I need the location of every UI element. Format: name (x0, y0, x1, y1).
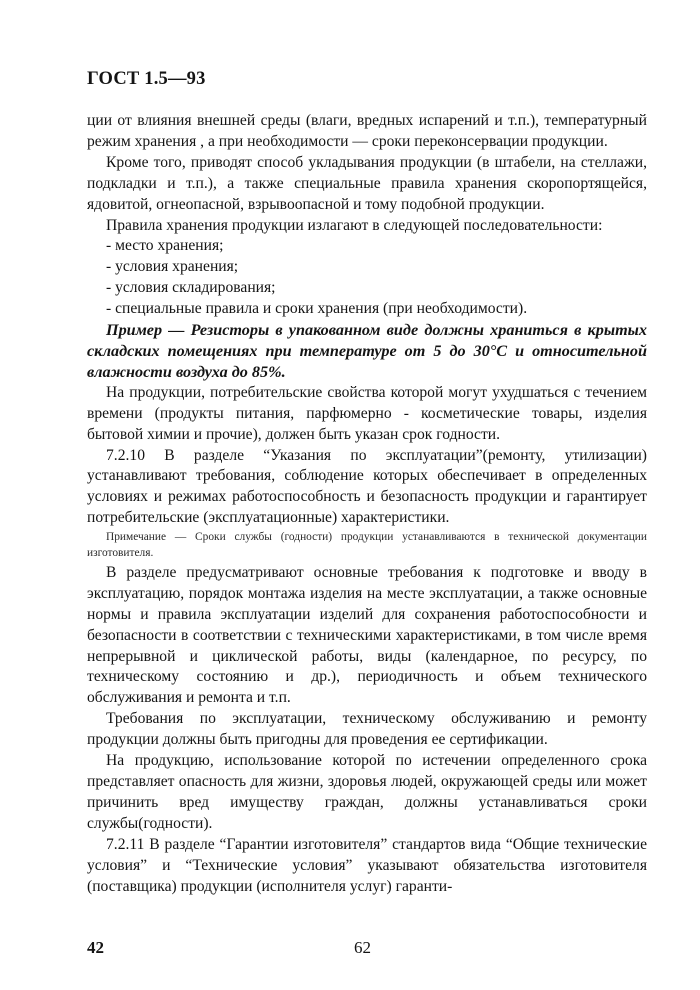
paragraph-stacking-method: Кроме того, приводят способ укладывания продукции (в штабели, на стеллажи, подкладки и т.п.), а также специальные правила хранения скоропортящейся, ядовитой, огнеопасной, взрывоопасной и тому подобной продукции. (87, 153, 647, 213)
paragraph-shelf-life: На продукции, потребительские свойства которой могут ухудшаться с течением времени (продукты питания, парфюмерно - косметические товары, изделия бытовой химии и прочие), должен быть указан срок годности. (87, 383, 647, 443)
paragraph-section-7-2-10: 7.2.10 В разделе “Указания по эксплуатации”(ремонту, утилизации) устанавливают требования, соблюдение которых обеспечивает в определенных условиях и режимах работоспособность и безопасность продукции и гарантирует потребительские (эксплуатационные) характеристики. (87, 446, 647, 527)
list-item: - специальные правила и сроки хранения (при необходимости). (106, 300, 528, 318)
list-item: - условия складирования; (106, 279, 276, 297)
paragraph-certification: Требования по эксплуатации, техническому обслуживанию и ремонту продукции должны быть пригодны для проведения ее сертификации. (87, 710, 647, 749)
storage-rules-list (87, 236, 647, 320)
document-header: ГОСТ 1.5—93 (87, 69, 206, 89)
paragraph-storage-rules-order: Правила хранения продукции излагают в следующей последовательности: (106, 216, 603, 234)
list-item: - место хранения; (106, 237, 224, 255)
list-item: - условия хранения; (106, 258, 239, 276)
document-body (87, 111, 647, 897)
example-resistors: Пример — Резисторы в упакованном виде должны храниться в крытых складских помещениях при температуре от 5 до 30°С и относительной влажности воздуха до 85%. (87, 321, 647, 381)
page-number-left: 42 (87, 938, 104, 957)
paragraph-storage-conditions: ции от влияния внешней среды (влаги, вредных испарений и т.п.), температурный режим хранения , а при необходимости — сроки переконсервации продукции. (87, 112, 647, 150)
paragraph-service-life-danger: На продукцию, использование которой по истечении определенного срока представляет опасность для жизни, здоровья людей, окружающей среды или может причинить вред имуществу граждан, должны устанавливаться сроки службы(годности). (87, 752, 647, 832)
page-number-center: 62 (354, 938, 371, 957)
paragraph-operation-requirements: В разделе предусматривают основные требования к подготовке и вводу в эксплуатацию, порядок монтажа изделия на месте эксплуатации, а также основные нормы и правила эксплуатации изделий для сохранения работоспособности и безопасности в соответствии с техническими характеристиками, в том числе время непрерывной и циклической работы, виды (календарное, по ресурсу, по техническому состоянию и др.), периодичность и объем технического обслуживания и ремонта и т.п. (87, 563, 647, 707)
note-service-life: Примечание — Сроки службы (годности) продукции устанавливаются в технической документации изготовителя. (87, 531, 647, 559)
paragraph-section-7-2-11: 7.2.11 В разделе “Гарантии изготовителя” стандартов вида “Общие технические условия” и “Технические условия” указывают обязательства изготовителя (поставщика) продукции (исполнителя услуг) гаранти- (87, 835, 647, 895)
